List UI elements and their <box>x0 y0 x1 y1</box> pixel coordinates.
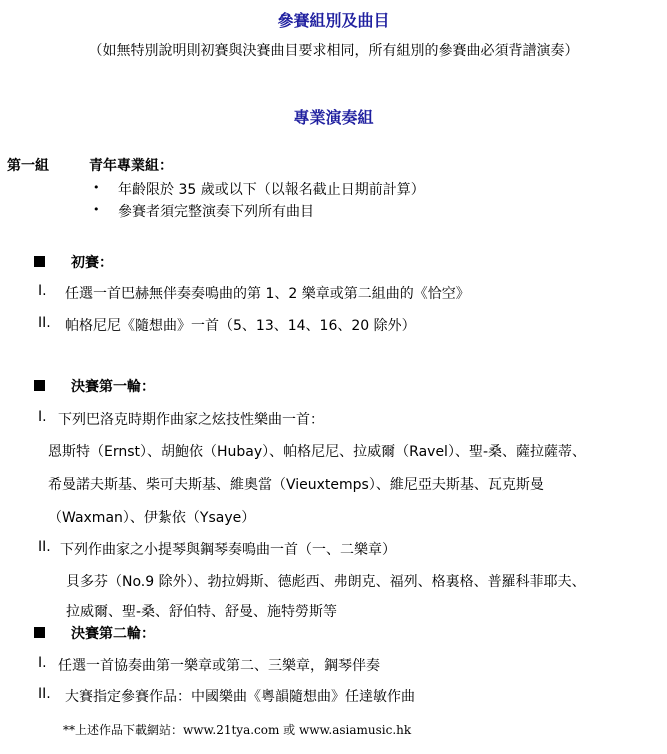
final2-item-1-number: I. <box>38 655 47 671</box>
prelim-item-2-text: 帕格尼尼《隨想曲》一首（5、13、14、16、20 除外） <box>65 318 416 334</box>
square-bullet-icon <box>34 256 45 267</box>
page-title: 參賽組別及曲目 <box>277 11 390 30</box>
group-name: 青年專業組： <box>89 158 173 174</box>
final1-item-2-line-2: 拉威爾、聖-桑、舒伯特、舒曼、施特勞斯等 <box>66 604 338 620</box>
square-bullet-icon <box>34 627 45 638</box>
section-title: 專業演奏組 <box>293 108 374 127</box>
square-bullet-icon <box>34 380 45 391</box>
final1-item-1-text: 下列巴洛克時期作曲家之炫技性樂曲一首： <box>58 412 324 428</box>
bullet-dot-icon: • <box>93 181 100 194</box>
final2-heading: 決賽第二輪： <box>71 626 155 642</box>
final1-heading: 決賽第一輪： <box>71 379 155 395</box>
final2-item-2-text: 大賽指定參賽作品：中國樂曲《粵韻隨想曲》任達敏作曲 <box>65 689 415 705</box>
final1-item-1-line-1: 恩斯特（Ernst）、胡鮑依（Hubay）、帕格尼尼、拉威爾（Ravel）、聖-桑、薩拉薩蒂、 <box>48 444 587 460</box>
bullet-dot-icon: • <box>93 203 100 216</box>
final1-item-1-line-3: （Waxman）、伊紮依（Ysaye） <box>48 510 256 526</box>
final1-item-2-text: 下列作曲家之小提琴與鋼琴奏鳴曲一首（一、二樂章） <box>60 542 396 558</box>
final1-item-2-line-1: 貝多芬（No.9 除外）、勃拉姆斯、德彪西、弗朗克、福列、格裏格、普羅科菲耶夫、 <box>66 574 586 590</box>
final1-item-2-number: II. <box>38 539 51 555</box>
final2-item-1-text: 任選一首協奏曲第一樂章或第二、三樂章，鋼琴伴奏 <box>58 658 380 674</box>
final2-item-2-number: II. <box>38 686 51 702</box>
final1-item-1-number: I. <box>38 409 47 425</box>
footnote: **上述作品下載網站：www.21tya.com 或 www.asiamusic.hk <box>63 723 412 737</box>
prelim-item-1-text: 任選一首巴赫無伴奏奏鳴曲的第 1、2 樂章或第二組曲的《恰空》 <box>65 286 470 302</box>
group-bullet-1: 年齡限於 35 歲或以下（以報名截止日期前計算） <box>118 182 425 198</box>
header-note: （如無特別說明則初賽與決賽曲目要求相同，所有組別的參賽曲必須背譜演奏） <box>88 43 579 59</box>
prelim-item-1-number: I. <box>38 283 47 299</box>
prelim-heading: 初賽： <box>71 255 113 271</box>
final1-item-1-line-2: 希曼諾夫斯基、柴可夫斯基、維奧當（Vieuxtemps）、維尼亞夫斯基、瓦克斯曼 <box>48 477 544 493</box>
group-label: 第一組 <box>7 158 49 174</box>
prelim-item-2-number: II. <box>38 315 51 331</box>
group-bullet-2: 參賽者須完整演奏下列所有曲目 <box>118 204 314 220</box>
